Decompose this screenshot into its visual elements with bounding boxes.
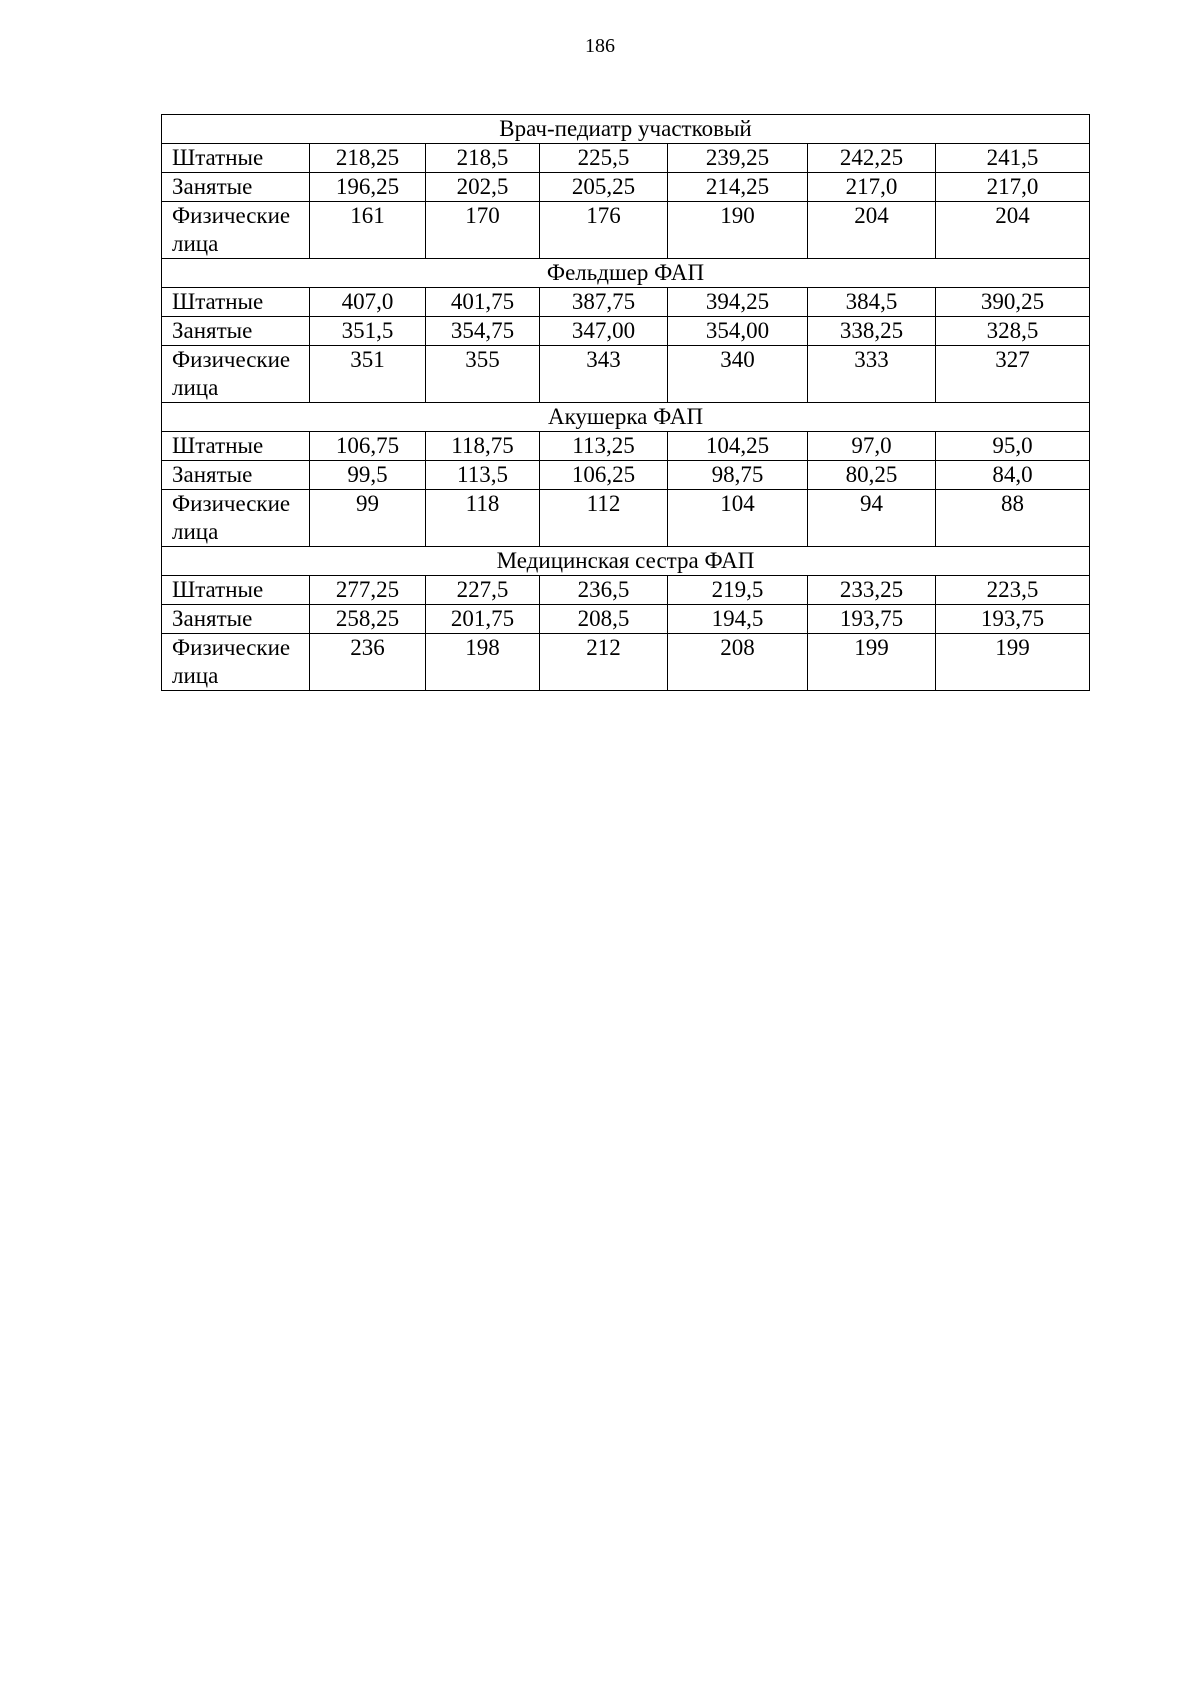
table-row — [162, 173, 1090, 202]
table-cell: 204 — [808, 202, 936, 259]
table-cell: 236,5 — [540, 576, 668, 605]
table-cell: 204 — [936, 202, 1090, 259]
row-label: Физические лица — [162, 490, 310, 547]
table-cell: 328,5 — [936, 317, 1090, 346]
table-cell: 218,5 — [426, 144, 540, 173]
table-cell: 236 — [310, 634, 426, 691]
table-cell: 118,75 — [426, 432, 540, 461]
table-cell: 106,25 — [540, 461, 668, 490]
table-cell: 208 — [668, 634, 808, 691]
table-cell: 88 — [936, 490, 1090, 547]
table-cell: 194,5 — [668, 605, 808, 634]
row-label: Физические лица — [162, 634, 310, 691]
table-cell: 390,25 — [936, 288, 1090, 317]
table-cell: 199 — [808, 634, 936, 691]
table-cell: 99 — [310, 490, 426, 547]
table-cell: 223,5 — [936, 576, 1090, 605]
table-cell: 112 — [540, 490, 668, 547]
table-cell: 258,25 — [310, 605, 426, 634]
table-cell: 161 — [310, 202, 426, 259]
table-cell: 118 — [426, 490, 540, 547]
table-row — [162, 144, 1090, 173]
table-cell: 198 — [426, 634, 540, 691]
section-header-row — [162, 403, 1090, 432]
section-header-row — [162, 547, 1090, 576]
staff-table — [161, 114, 1090, 691]
table-row — [162, 461, 1090, 490]
table-cell: 214,25 — [668, 173, 808, 202]
table-cell: 97,0 — [808, 432, 936, 461]
table-cell: 241,5 — [936, 144, 1090, 173]
table-cell: 394,25 — [668, 288, 808, 317]
row-label: Занятые — [162, 461, 310, 490]
row-label: Штатные — [162, 288, 310, 317]
table-cell: 106,75 — [310, 432, 426, 461]
section-title: Врач-педиатр участковый — [162, 115, 1090, 144]
table-cell: 239,25 — [668, 144, 808, 173]
row-label: Штатные — [162, 144, 310, 173]
table-cell: 351,5 — [310, 317, 426, 346]
table-cell: 242,25 — [808, 144, 936, 173]
table-cell: 104,25 — [668, 432, 808, 461]
row-label: Физические лица — [162, 346, 310, 403]
section-header-row — [162, 259, 1090, 288]
table-cell: 217,0 — [808, 173, 936, 202]
table-cell: 208,5 — [540, 605, 668, 634]
table-cell: 113,5 — [426, 461, 540, 490]
table-cell: 199 — [936, 634, 1090, 691]
row-label: Занятые — [162, 317, 310, 346]
table-cell: 277,25 — [310, 576, 426, 605]
table-cell: 327 — [936, 346, 1090, 403]
row-label: Физические лица — [162, 202, 310, 259]
table-cell: 202,5 — [426, 173, 540, 202]
table-cell: 347,00 — [540, 317, 668, 346]
table-cell: 338,25 — [808, 317, 936, 346]
table-row — [162, 490, 1090, 547]
table-cell: 343 — [540, 346, 668, 403]
table-cell: 227,5 — [426, 576, 540, 605]
table-row — [162, 576, 1090, 605]
row-label: Штатные — [162, 432, 310, 461]
table-cell: 205,25 — [540, 173, 668, 202]
table-cell: 354,75 — [426, 317, 540, 346]
table-cell: 201,75 — [426, 605, 540, 634]
table-cell: 196,25 — [310, 173, 426, 202]
table-cell: 219,5 — [668, 576, 808, 605]
table-row — [162, 288, 1090, 317]
table-cell: 401,75 — [426, 288, 540, 317]
table-cell: 170 — [426, 202, 540, 259]
table-cell: 333 — [808, 346, 936, 403]
table-cell: 190 — [668, 202, 808, 259]
page-number: 186 — [585, 35, 615, 57]
table-cell: 212 — [540, 634, 668, 691]
table-cell: 193,75 — [936, 605, 1090, 634]
table-cell: 384,5 — [808, 288, 936, 317]
row-label: Занятые — [162, 605, 310, 634]
table-cell: 355 — [426, 346, 540, 403]
table-cell: 94 — [808, 490, 936, 547]
section-header-row — [162, 115, 1090, 144]
table-cell: 387,75 — [540, 288, 668, 317]
table-cell: 407,0 — [310, 288, 426, 317]
table-cell: 354,00 — [668, 317, 808, 346]
table-cell: 99,5 — [310, 461, 426, 490]
table-row — [162, 346, 1090, 403]
table-cell: 176 — [540, 202, 668, 259]
table-cell: 233,25 — [808, 576, 936, 605]
table-cell: 113,25 — [540, 432, 668, 461]
section-title: Фельдшер ФАП — [162, 259, 1090, 288]
section-title: Медицинская сестра ФАП — [162, 547, 1090, 576]
table-cell: 340 — [668, 346, 808, 403]
table-cell: 80,25 — [808, 461, 936, 490]
table-row — [162, 202, 1090, 259]
table-cell: 218,25 — [310, 144, 426, 173]
table-row — [162, 634, 1090, 691]
table-row — [162, 317, 1090, 346]
table-row — [162, 605, 1090, 634]
table-cell: 84,0 — [936, 461, 1090, 490]
table-cell: 225,5 — [540, 144, 668, 173]
table-row — [162, 432, 1090, 461]
section-title: Акушерка ФАП — [162, 403, 1090, 432]
table-cell: 351 — [310, 346, 426, 403]
table-cell: 98,75 — [668, 461, 808, 490]
row-label: Занятые — [162, 173, 310, 202]
table-body — [162, 115, 1090, 691]
table-cell: 193,75 — [808, 605, 936, 634]
table-cell: 95,0 — [936, 432, 1090, 461]
row-label: Штатные — [162, 576, 310, 605]
table-cell: 217,0 — [936, 173, 1090, 202]
table-cell: 104 — [668, 490, 808, 547]
